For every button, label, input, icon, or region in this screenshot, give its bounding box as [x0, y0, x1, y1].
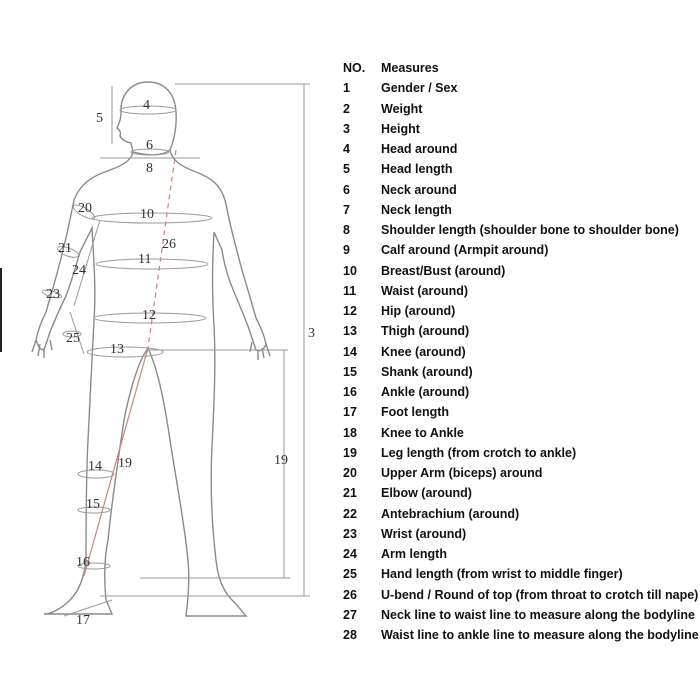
table-row — [343, 200, 700, 220]
row-measure: Neck length — [381, 202, 452, 217]
row-number: 23 — [343, 526, 357, 541]
table-row — [343, 605, 700, 625]
table-row — [343, 483, 700, 503]
row-measure: Waist line to ankle line to measure along the bodyline — [381, 628, 699, 642]
table-row — [343, 78, 700, 98]
row-measure: U-bend / Round of top (from throat to crotch till nape) — [381, 587, 699, 602]
table-header — [343, 58, 700, 78]
row-number: 17 — [343, 405, 357, 420]
row-measure: Weight — [381, 101, 423, 116]
row-number: 21 — [343, 486, 357, 501]
label-breast: 10 — [140, 207, 154, 222]
table-row — [343, 301, 700, 321]
label-ankle-low: 16 — [76, 555, 90, 570]
row-number: 20 — [343, 466, 357, 480]
table-row — [343, 321, 700, 341]
table-row — [343, 463, 700, 483]
row-number: 1 — [343, 81, 350, 96]
table-row — [343, 544, 700, 564]
table-row — [343, 99, 700, 119]
row-number: 15 — [343, 364, 357, 379]
label-upper-arm: 20 — [78, 201, 92, 216]
label-leg-side: 19 — [118, 456, 132, 471]
row-number: 22 — [343, 506, 357, 521]
row-measure: Breast/Bust (around) — [381, 263, 506, 278]
table-row — [343, 524, 700, 544]
label-elbow: 21 — [58, 241, 72, 256]
row-measure: Ankle (around) — [381, 385, 470, 399]
row-number: 25 — [343, 567, 357, 582]
row-number: 3 — [343, 121, 350, 136]
label-ankle: 15 — [86, 497, 100, 512]
row-number: 24 — [343, 547, 357, 561]
row-number: 6 — [343, 182, 350, 197]
table-row — [343, 119, 700, 139]
table-row — [343, 443, 700, 463]
row-measure: Thigh (around) — [381, 324, 470, 339]
table-row — [343, 240, 700, 260]
row-number: 4 — [343, 142, 350, 156]
row-measure: Arm length — [381, 547, 447, 561]
row-measure: Gender / Sex — [381, 81, 458, 96]
row-measure: Neck around — [381, 182, 457, 197]
table-row — [343, 220, 700, 240]
table-row — [343, 423, 700, 443]
row-number: 14 — [343, 344, 357, 359]
row-measure: Antebrachium (around) — [381, 506, 520, 521]
table-row — [343, 625, 700, 645]
table-row — [343, 382, 700, 402]
row-measure: Knee (around) — [381, 344, 466, 359]
label-shoulder-length: 8 — [146, 161, 153, 176]
row-number: 26 — [343, 587, 357, 602]
table-row — [343, 564, 700, 584]
row-measure: Shank (around) — [381, 364, 473, 379]
row-number: 11 — [343, 283, 357, 298]
table-rows — [343, 78, 700, 645]
table-row — [343, 342, 700, 362]
label-hand-length: 25 — [66, 331, 80, 346]
label-height: 3 — [308, 326, 315, 341]
header-measures: Measures — [381, 61, 439, 75]
label-arm-length: 24 — [72, 263, 86, 278]
row-measure: Height — [381, 121, 420, 136]
row-measure: Calf around (Armpit around) — [381, 243, 549, 258]
label-foot: 17 — [76, 613, 90, 628]
row-number: 18 — [343, 425, 357, 440]
row-measure: Leg length (from crotch to ankle) — [381, 445, 577, 460]
label-wrist: 23 — [46, 287, 60, 302]
label-shank: 14 — [88, 459, 102, 474]
row-number: 10 — [343, 263, 357, 278]
guide-lines — [84, 150, 176, 576]
table-row — [343, 159, 700, 179]
table-row — [343, 261, 700, 281]
label-neck-around: 6 — [146, 138, 153, 153]
table-row — [343, 180, 700, 200]
body-measurement-figure — [0, 0, 340, 700]
table-row — [343, 362, 700, 382]
row-number: 8 — [343, 223, 350, 237]
row-measure: Foot length — [381, 405, 450, 420]
label-u-bend: 26 — [162, 237, 176, 252]
row-measure: Upper Arm (biceps) around — [381, 466, 543, 480]
row-number: 9 — [343, 243, 350, 258]
table-row — [343, 402, 700, 422]
row-measure: Waist (around) — [381, 283, 469, 298]
measures-table — [343, 58, 700, 645]
table-row — [343, 504, 700, 524]
header-no: NO. — [343, 61, 366, 75]
row-number: 2 — [343, 101, 350, 116]
row-measure: Knee to Ankle — [381, 425, 464, 440]
label-leg-length: 19 — [274, 453, 288, 468]
measure-lines — [42, 84, 310, 616]
row-measure: Hip (around) — [381, 304, 456, 318]
row-number: 13 — [343, 324, 357, 339]
row-measure: Wrist (around) — [381, 526, 467, 541]
label-waist: 11 — [138, 252, 152, 267]
row-number: 5 — [343, 162, 350, 177]
label-head-length: 5 — [96, 111, 103, 126]
row-number: 12 — [343, 304, 357, 318]
row-number: 27 — [343, 607, 357, 622]
row-number: 28 — [343, 628, 357, 642]
row-measure: Elbow (around) — [381, 486, 472, 501]
row-number: 7 — [343, 202, 350, 217]
table-row — [343, 281, 700, 301]
row-measure: Head around — [381, 142, 458, 156]
label-thigh: 13 — [110, 342, 124, 357]
row-measure: Neck line to waist line to measure along the bodyline — [381, 607, 695, 622]
row-number: 19 — [343, 445, 357, 460]
table-row — [343, 585, 700, 605]
table-row — [343, 139, 700, 159]
row-number: 16 — [343, 385, 357, 399]
label-hip: 12 — [142, 308, 156, 323]
label-head-around: 4 — [143, 98, 150, 113]
body-outline-svg — [0, 0, 340, 700]
row-measure: Hand length (from wrist to middle finger) — [381, 567, 623, 582]
row-measure: Head length — [381, 162, 453, 177]
row-measure: Shoulder length (shoulder bone to shoulder bone) — [381, 223, 679, 237]
